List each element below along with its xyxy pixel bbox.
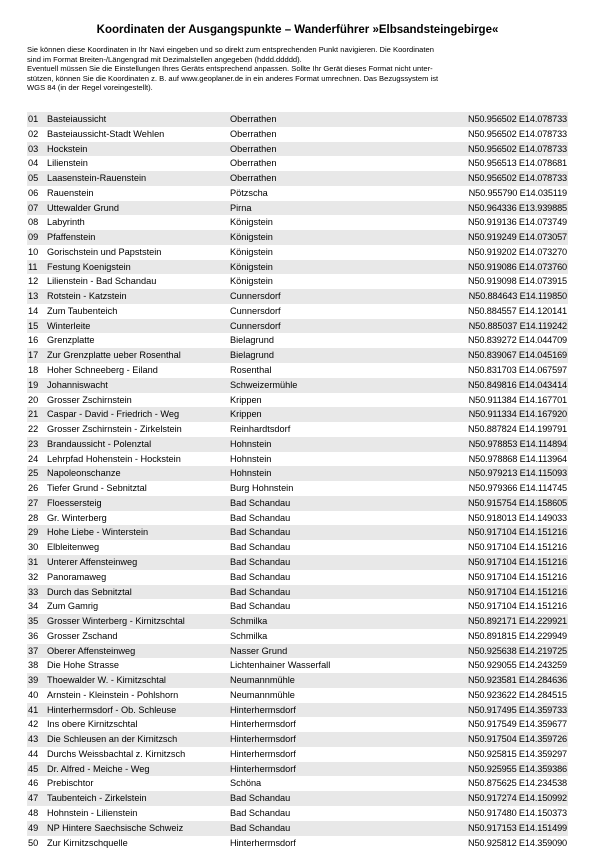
coordinates: N50.979366 E14.114745	[468, 483, 567, 494]
row-number: 18	[28, 365, 39, 376]
table-row	[27, 747, 568, 762]
coordinates: N50.911334 E14.167920	[468, 409, 567, 420]
coordinates: N50.964336 E13.939885	[467, 202, 567, 213]
start-place: Königstein	[230, 276, 273, 287]
route-name: Dr. Alfred - Meiche - Weg	[47, 763, 150, 774]
coordinates: N50.925638 E14.219725	[467, 645, 567, 656]
start-place: Bad Schandau	[230, 571, 291, 582]
intro-text	[27, 45, 572, 93]
table-row	[27, 629, 568, 644]
coordinates: N50.925812 E14.359090	[467, 837, 567, 848]
table-row	[27, 732, 568, 747]
route-name: Labyrinth	[47, 217, 85, 228]
start-place: Bielagrund	[230, 335, 274, 346]
coordinates: N50.917480 E14.150373	[467, 807, 567, 818]
coordinates: N50.917274 E14.150992	[467, 793, 567, 804]
start-place: Oberrathen	[230, 114, 277, 124]
table-row	[27, 481, 568, 496]
start-place: Hohnstein	[230, 438, 272, 449]
table-row	[27, 348, 568, 363]
start-place: Schmilka	[230, 616, 268, 627]
table-row	[27, 274, 568, 289]
start-place: Lichtenhainer Wasserfall	[230, 660, 331, 671]
table-row	[27, 658, 568, 673]
row-number: 10	[28, 246, 39, 257]
route-name: Johanniswacht	[47, 379, 108, 390]
start-place: Königstein	[230, 261, 273, 272]
table-row	[27, 791, 568, 806]
table-row	[27, 540, 568, 555]
route-name: Pfaffenstein	[47, 232, 96, 243]
start-place: Schöna	[230, 778, 262, 789]
table-row	[27, 452, 568, 467]
route-name: Floessersteig	[47, 497, 102, 508]
row-number: 46	[28, 778, 39, 789]
coordinates: N50.956502 E14.078733	[467, 114, 567, 124]
start-place: Schmilka	[230, 630, 268, 641]
row-number: 41	[28, 704, 39, 715]
row-number: 24	[28, 453, 39, 464]
row-number: 28	[28, 512, 39, 523]
row-number: 13	[28, 291, 39, 302]
start-place: Burg Hohnstein	[230, 483, 294, 494]
row-number: 38	[28, 660, 39, 671]
route-name: Lilienstein	[47, 158, 88, 169]
intro-line: stützen, können Sie die Koordinaten z. B. auf www.geoplaner.de in ein anderes Format umrechnen. Das Bezugssystem ist	[27, 73, 439, 83]
start-place: Nasser Grund	[230, 645, 288, 656]
start-place: Schweizermühle	[230, 379, 298, 390]
start-place: Hinterhermsdorf	[230, 734, 296, 745]
table-row	[27, 215, 568, 230]
start-place: Bad Schandau	[230, 542, 291, 553]
route-name: Ins obere Kirnitzschtal	[47, 719, 138, 730]
coordinates: N50.917104 E14.151216	[467, 542, 567, 553]
table-row	[27, 776, 568, 791]
coordinates: N50.892171 E14.229921	[467, 616, 567, 627]
route-name: Tiefer Grund - Sebnitztal	[47, 483, 147, 494]
route-name: Hohnstein - Lilienstein	[47, 807, 138, 818]
row-number: 03	[28, 143, 39, 154]
start-place: Krippen	[230, 394, 262, 405]
row-number: 26	[28, 483, 39, 494]
route-name: Zum Gamrig	[47, 601, 99, 612]
route-name: Lehrpfad Hohenstein - Hockstein	[47, 453, 181, 464]
table-row	[27, 319, 568, 334]
table-row	[27, 245, 568, 260]
coordinates: N50.929055 E14.243259	[467, 660, 567, 671]
route-name: Rotstein - Katzstein	[47, 291, 127, 302]
start-place: Hohnstein	[230, 468, 272, 479]
row-number: 01	[28, 114, 39, 124]
route-name: Oberer Affensteinweg	[47, 645, 136, 656]
start-place: Hinterhermsdorf	[230, 704, 296, 715]
table-row	[27, 112, 568, 127]
coordinates: N50.979213 E14.115093	[468, 468, 567, 479]
table-row	[27, 127, 568, 142]
table-row	[27, 585, 568, 600]
coordinates: N50.925815 E14.359297	[467, 748, 567, 759]
start-place: Hohnstein	[230, 453, 272, 464]
table-row	[27, 393, 568, 408]
start-place: Oberrathen	[230, 128, 277, 139]
row-number: 47	[28, 793, 39, 804]
route-name: Grenzplatte	[47, 335, 95, 346]
coordinates: N50.831703 E14.067597	[467, 365, 567, 376]
coordinates: N50.917104 E14.151216	[467, 571, 567, 582]
row-number: 21	[28, 409, 39, 420]
route-name: Grosser Winterberg - Kirnitzschtal	[47, 616, 185, 627]
coordinates: N50.919202 E14.073270	[467, 246, 567, 257]
start-place: Bad Schandau	[230, 822, 291, 833]
row-number: 15	[28, 320, 39, 331]
coordinates: N50.884557 E14.120141	[467, 305, 567, 316]
coordinates: N50.956502 E14.078733	[467, 173, 567, 184]
table-row	[27, 511, 568, 526]
row-number: 08	[28, 217, 39, 228]
route-name: Taubenteich - Zirkelstein	[47, 793, 147, 804]
row-number: 39	[28, 675, 39, 686]
row-number: 32	[28, 571, 39, 582]
row-number: 48	[28, 807, 39, 818]
coordinates: N50.885037 E14.119242	[468, 320, 567, 331]
coordinates: N50.919098 E14.073915	[467, 276, 567, 287]
row-number: 44	[28, 748, 39, 759]
start-place: Bad Schandau	[230, 527, 291, 538]
row-number: 36	[28, 630, 39, 641]
route-name: Die Hohe Strasse	[47, 660, 120, 671]
row-number: 27	[28, 497, 39, 508]
route-name: Basteiaussicht	[47, 114, 107, 124]
route-name: Die Schleusen an der Kirnitzsch	[47, 734, 178, 745]
coordinates: N50.917504 E14.359726	[467, 734, 567, 745]
intro-line: Eventuell müssen Sie die Einstellungen Ihres Geräts entsprechend anpassen. Sollte Ihr Gerät dieses Format nicht unter-	[27, 64, 433, 73]
table-row	[27, 673, 568, 688]
start-place: Neumannmühle	[230, 675, 295, 686]
start-place: Pötzscha	[230, 187, 268, 198]
table-row	[27, 422, 568, 437]
row-number: 34	[28, 601, 39, 612]
coordinates: N50.956502 E14.078733	[467, 128, 567, 139]
row-number: 33	[28, 586, 39, 597]
route-name: Hinterhermsdorf - Ob. Schleuse	[47, 704, 177, 715]
table-row	[27, 156, 568, 171]
start-place: Königstein	[230, 217, 273, 228]
start-place: Bad Schandau	[230, 556, 291, 567]
route-name: Unterer Affensteinweg	[47, 556, 138, 567]
coordinates: N50.923581 E14.284636	[467, 675, 567, 686]
coordinates: N50.919136 E14.073749	[467, 217, 567, 228]
coordinates: N50.919249 E14.073057	[467, 232, 567, 243]
route-name: Gorischstein und Papststein	[47, 246, 162, 257]
start-place: Bielagrund	[230, 350, 274, 361]
route-name: Zur Grenzplatte ueber Rosenthal	[47, 350, 181, 361]
row-number: 49	[28, 822, 39, 833]
coordinates: N50.917104 E14.151216	[467, 556, 567, 567]
start-place: Hinterhermsdorf	[230, 748, 296, 759]
route-name: Napoleonschanze	[47, 468, 121, 479]
route-name: Prebischtor	[47, 778, 94, 789]
route-name: Winterleite	[47, 320, 91, 331]
table-row	[27, 466, 568, 481]
start-place: Bad Schandau	[230, 793, 291, 804]
route-name: Gr. Winterberg	[47, 512, 107, 523]
route-name: Thoewalder W. - Kirnitzschtal	[47, 675, 166, 686]
row-number: 45	[28, 763, 39, 774]
route-name: Lilienstein - Bad Schandau	[47, 276, 157, 287]
route-name: Brandaussicht - Polenztal	[47, 438, 152, 449]
table-row	[27, 762, 568, 777]
start-place: Reinhardtsdorf	[230, 424, 291, 435]
coordinates: N50.891815 E14.229949	[467, 630, 567, 641]
intro-line: sind im Format Breiten-/Längengrad mit Dezimalstellen angegeben (hddd.ddddd).	[27, 54, 302, 64]
start-place: Neumannmühle	[230, 689, 295, 700]
row-number: 50	[28, 837, 39, 848]
row-number: 07	[28, 202, 39, 213]
row-number: 12	[28, 276, 39, 287]
coordinates: N50.917549 E14.359677	[467, 719, 567, 730]
row-number: 22	[28, 424, 39, 435]
row-number: 29	[28, 527, 39, 538]
table-row	[27, 260, 568, 275]
coordinates-table	[27, 112, 568, 850]
route-name: Caspar - David - Friedrich - Weg	[47, 409, 180, 420]
coordinates: N50.956513 E14.078681	[467, 158, 567, 169]
start-place: Bad Schandau	[230, 807, 291, 818]
coordinates: N50.978868 E14.113964	[468, 453, 567, 464]
table-row	[27, 333, 568, 348]
table-row	[27, 717, 568, 732]
start-place: Bad Schandau	[230, 497, 291, 508]
route-name: Zum Taubenteich	[47, 305, 118, 316]
route-name: Laasenstein-Rauenstein	[47, 173, 147, 184]
start-place: Bad Schandau	[230, 601, 291, 612]
table-row	[27, 570, 568, 585]
table-row	[27, 703, 568, 718]
table-row	[27, 644, 568, 659]
route-name: Durchs Weissbachtal z. Kirnitzsch	[47, 748, 186, 759]
row-number: 16	[28, 335, 39, 346]
coordinates: N50.917104 E14.151216	[467, 601, 567, 612]
table-row	[27, 171, 568, 186]
coordinates: N50.919086 E14.073760	[467, 261, 567, 272]
route-name: Festung Koenigstein	[47, 261, 131, 272]
route-name: Durch das Sebnitztal	[47, 586, 132, 597]
table-row	[27, 821, 568, 836]
table-row	[27, 201, 568, 216]
route-name: Hohe Liebe - Winterstein	[47, 527, 149, 538]
row-number: 14	[28, 305, 39, 316]
row-number: 19	[28, 379, 39, 390]
route-name: Uttewalder Grund	[47, 202, 120, 213]
coordinates: N50.849816 E14.043414	[467, 379, 567, 390]
coordinates: N50.911384 E14.167701	[468, 394, 567, 405]
table-row	[27, 186, 568, 201]
coordinates: N50.955790 E14.035119	[468, 187, 567, 198]
start-place: Bad Schandau	[230, 586, 291, 597]
coordinates: N50.923622 E14.284515	[467, 689, 567, 700]
table-row	[27, 614, 568, 629]
row-number: 42	[28, 719, 39, 730]
start-place: Hinterhermsdorf	[230, 837, 296, 848]
row-number: 43	[28, 734, 39, 745]
table-row	[27, 688, 568, 703]
intro-line: Sie können diese Koordinaten in Ihr Navi eingeben und so direkt zum entsprechenden Punkt navigieren. Die Koordinaten	[27, 45, 434, 54]
start-place: Hinterhermsdorf	[230, 763, 296, 774]
table-row	[27, 378, 568, 393]
row-number: 30	[28, 542, 39, 553]
row-number: 23	[28, 438, 39, 449]
start-place: Krippen	[230, 409, 262, 420]
row-number: 04	[28, 158, 39, 169]
coordinates: N50.917495 E14.359733	[467, 704, 567, 715]
row-number: 35	[28, 616, 39, 627]
row-number: 40	[28, 689, 39, 700]
start-place: Cunnersdorf	[230, 291, 281, 302]
start-place: Cunnersdorf	[230, 305, 281, 316]
route-name: NP Hintere Saechsische Schweiz	[47, 822, 184, 833]
start-place: Rosenthal	[230, 365, 272, 376]
route-name: Grosser Zschirnstein - Zirkelstein	[47, 424, 182, 435]
start-place: Pirna	[230, 202, 252, 213]
route-name: Hoher Schneeberg - Eiland	[47, 365, 158, 376]
route-name: Basteiaussicht-Stadt Wehlen	[47, 128, 165, 139]
row-number: 05	[28, 173, 39, 184]
route-name: Hockstein	[47, 143, 88, 154]
table-row	[27, 437, 568, 452]
coordinates: N50.875625 E14.234538	[467, 778, 567, 789]
start-place: Hinterhermsdorf	[230, 719, 296, 730]
start-place: Oberrathen	[230, 173, 277, 184]
coordinates: N50.956502 E14.078733	[467, 143, 567, 154]
table-row	[27, 289, 568, 304]
table-row	[27, 142, 568, 157]
route-name: Arnstein - Kleinstein - Pohlshorn	[47, 689, 179, 700]
start-place: Königstein	[230, 246, 273, 257]
table-row	[27, 806, 568, 821]
row-number: 20	[28, 394, 39, 405]
row-number: 25	[28, 468, 39, 479]
route-name: Grosser Zschand	[47, 630, 118, 641]
start-place: Oberrathen	[230, 143, 277, 154]
row-number: 31	[28, 556, 39, 567]
row-number: 11	[28, 261, 38, 272]
start-place: Cunnersdorf	[230, 320, 281, 331]
coordinates: N50.925955 E14.359386	[467, 763, 567, 774]
row-number: 02	[28, 128, 39, 139]
table-row	[27, 599, 568, 614]
row-number: 06	[28, 187, 39, 198]
coordinates: N50.839067 E14.045169	[467, 350, 567, 361]
coordinates: N50.887824 E14.199791	[467, 424, 567, 435]
table-row	[27, 555, 568, 570]
start-place: Bad Schandau	[230, 512, 291, 523]
table-row	[27, 407, 568, 422]
route-name: Rauenstein	[47, 187, 94, 198]
route-name: Zur Kirnitzschquelle	[47, 837, 128, 848]
start-place: Oberrathen	[230, 158, 277, 169]
coordinates: N50.917104 E14.151216	[467, 527, 567, 538]
intro-line: WGS 84 (in der Regel voreingestellt).	[27, 83, 153, 92]
route-name: Grosser Zschirnstein	[47, 394, 132, 405]
page-title: Koordinaten der Ausgangspunkte – Wanderführer »Elbsandsteingebirge«	[96, 24, 499, 36]
coordinates: N50.917153 E14.151499	[467, 822, 567, 833]
coordinates: N50.978853 E14.114894	[468, 438, 567, 449]
row-number: 17	[28, 350, 39, 361]
table-row	[27, 525, 568, 540]
table-row	[27, 496, 568, 511]
coordinates: N50.839272 E14.044709	[467, 335, 567, 346]
table-row	[27, 836, 568, 850]
route-name: Elbleitenweg	[47, 542, 100, 553]
coordinates: N50.918013 E14.149033	[467, 512, 567, 523]
table-row	[27, 304, 568, 319]
coordinates: N50.884643 E14.119850	[468, 291, 567, 302]
start-place: Königstein	[230, 232, 273, 243]
coordinates: N50.915754 E14.158605	[467, 497, 567, 508]
row-number: 09	[28, 232, 39, 243]
route-name: Panoramaweg	[47, 571, 107, 582]
table-row	[27, 230, 568, 245]
row-number: 37	[28, 645, 39, 656]
coordinates: N50.917104 E14.151216	[467, 586, 567, 597]
table-row	[27, 363, 568, 378]
